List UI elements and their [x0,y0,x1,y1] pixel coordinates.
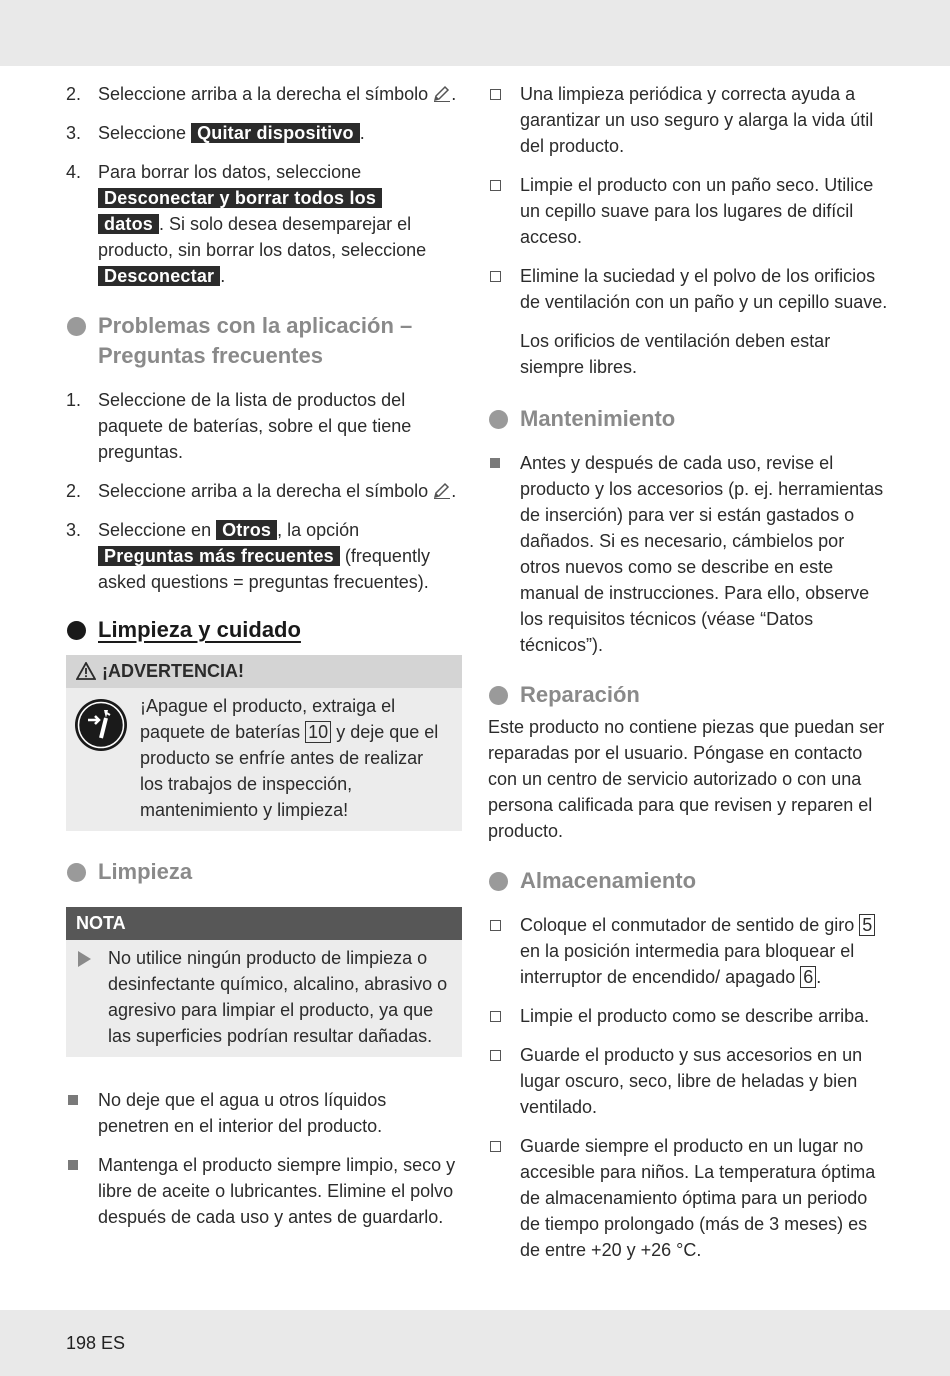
step-number: 4. [66,162,82,182]
step-item: 4. Para borrar los datos, seleccione Desconectar y borrar todos los datos . Si solo desea desemparejar el producto, sin borrar los datos, seleccione Desconectar . [66,159,462,289]
step-number: 1. [66,390,82,410]
warning-label: ¡ADVERTENCIA! [102,661,244,681]
right-column [488,81,888,1276]
square-bullet-icon [68,1160,78,1170]
list-text: Elimine la suciedad y el polvo de los orificios de ventilación con un paño y un cepillo suave. [520,266,888,312]
section-heading-care [66,615,462,645]
list-text: Coloque el conmutador de sentido de giro [520,915,855,935]
list-item [66,1087,462,1139]
note-body [66,940,462,1057]
warning-box [66,655,462,831]
ui-label-disconnect-delete: Desconectar y borrar todos los [98,188,382,208]
step-item [66,387,462,465]
step-text: Seleccione de la lista de productos del paquete de baterías, sobre el que tiene preguntas. [98,390,412,462]
pencil-icon [433,481,451,499]
warning-triangle-icon [76,662,96,680]
list-item [488,172,888,250]
step-text: Seleccione en [98,520,212,540]
list-text: . [816,967,822,987]
repair-text: Este producto no contiene piezas que puedan ser reparadas por el usuario. Póngase en contacto con un centro de servicio autorizado o con una persona calificada para que revisen y reparen el producto. [488,717,885,841]
section-heading-maintenance [488,404,888,434]
list-text: Limpie el producto como se describe arriba. [520,1006,870,1026]
header-bar [0,0,950,66]
checkbox-bullet-icon [490,271,501,282]
step-number: 3. [66,520,82,540]
part-reference: 6 [800,966,816,988]
ui-label-faq: Preguntas más frecuentes [98,546,340,566]
ui-label-disconnect: Desconectar [98,266,220,286]
step-text: , la opción [277,520,360,540]
list-text: en la posición intermedia para bloquear el interruptor de encendido/ apagado [520,941,855,987]
step-text: Para borrar los datos, seleccione [98,162,362,182]
list-item [488,1003,888,1029]
heading-text: Mantenimiento [520,406,676,431]
heading-text: Reparación [520,682,640,707]
heading-bullet [67,863,86,882]
heading-text: Limpieza y cuidado [98,617,301,642]
list-text: Guarde el producto y sus accesorios en un lugar oscuro, seco, libre de heladas y bien ventilado. [520,1045,863,1117]
heading-bullet [67,621,86,640]
section-heading-repair [488,680,888,710]
warning-body [66,688,462,831]
step-number: 2. [66,481,82,501]
part-reference: 5 [859,914,875,936]
list-text: No deje que el agua u otros líquidos penetren en el interior del producto. [98,1090,387,1136]
list-item [488,263,888,315]
ui-label-others: Otros [216,520,277,540]
pencil-icon [433,84,451,102]
list-text: Mantenga el producto siempre limpio, seco y libre de aceite o lubricantes. Elimine el polvo después de cada uso y antes de guardarlo. [98,1155,456,1227]
checkbox-bullet-icon [490,180,501,191]
heading-bullet [489,410,508,429]
heading-bullet [489,686,508,705]
unplug-warning-icon [74,698,128,752]
warning-text: ¡Apague el producto, extraiga el paquete de baterías [140,696,396,742]
note-box [66,907,462,1057]
step-text: Seleccione [98,123,187,143]
checkbox-bullet-icon [490,1011,501,1022]
list-text: Guarde siempre el producto en un lugar no accesible para niños. La temperatura óptima de almacenamiento óptima para un periodo de tiempo prolongado (más de 3 meses) es de entre +20 y +26 °C. [520,1136,876,1260]
square-bullet-icon [68,1095,78,1105]
left-column [66,81,462,1243]
checkbox-bullet-icon [490,1050,501,1061]
heading-bullet [67,317,86,336]
step-item: 2. Seleccione arriba a la derecha el símbolo . [66,81,462,107]
note-header: NOTA [66,907,462,940]
section-heading-faq [66,311,462,371]
step-item: 2. Seleccione arriba a la derecha el símbolo . [66,478,462,504]
footer-bar [0,1310,950,1376]
step-text: Seleccione arriba a la derecha el símbolo [98,84,429,104]
step-text: Seleccione arriba a la derecha el símbolo [98,481,429,501]
checkbox-bullet-icon [490,920,501,931]
step-text: . Si solo desea desemparejar el producto, sin borrar los datos, seleccione [98,214,427,260]
arrow-right-icon [78,951,91,967]
page-number: 198 ES [66,1333,126,1353]
square-bullet-icon [490,458,500,468]
note-text: No utilice ningún producto de limpieza o desinfectante químico, alcalino, abrasivo o agresivo para limpiar el producto, ya que las superficies podrían resultar dañadas. [108,948,448,1046]
heading-text: Limpieza [98,859,193,884]
checkbox-bullet-icon [490,89,501,100]
list-item [488,912,888,990]
list-item [488,81,888,159]
ui-label-disconnect-delete-data: datos [98,214,159,234]
list-text: Antes y después de cada uso, revise el producto y los accesorios (p. ej. herramientas de inserción) para ver si están gastados o dañados. Si es necesario, cámbielos por otros nuevos como se describe en este manual de instrucciones. Para ello, observe los requisitos técnicos (véase “Datos técnicos”). [520,453,884,655]
warning-text: y deje que el producto se enfríe antes de realizar los trabajos de inspección, mantenimiento y limpieza! [140,722,439,820]
ui-label-remove-device: Quitar dispositivo [191,123,360,143]
step-number: 3. [66,123,82,143]
part-reference: 10 [305,721,331,743]
heading-text: Almacenamiento [520,868,697,893]
section-heading-cleaning [66,857,462,887]
warning-header [66,655,462,688]
section-heading-storage [488,866,888,896]
step-item: 3. Seleccione Quitar dispositivo . [66,120,462,146]
list-item [488,1133,888,1263]
heading-text: Problemas con la aplicación – Preguntas frecuentes [98,313,413,368]
list-text: Una limpieza periódica y correcta ayuda a garantizar un uso seguro y alarga la vida útil del producto. [520,84,874,156]
list-text: Limpie el producto con un paño seco. Utilice un cepillo suave para los lugares de difícil acceso. [520,175,874,247]
list-item [488,1042,888,1120]
list-item [66,1152,462,1230]
vent-note: Los orificios de ventilación deben estar siempre libres. [520,331,831,377]
list-item [488,450,888,658]
step-number: 2. [66,84,82,104]
heading-bullet [489,872,508,891]
step-item [66,517,462,595]
step-text: (frequently asked questions = preguntas frecuentes). [98,546,430,592]
checkbox-bullet-icon [490,1141,501,1152]
